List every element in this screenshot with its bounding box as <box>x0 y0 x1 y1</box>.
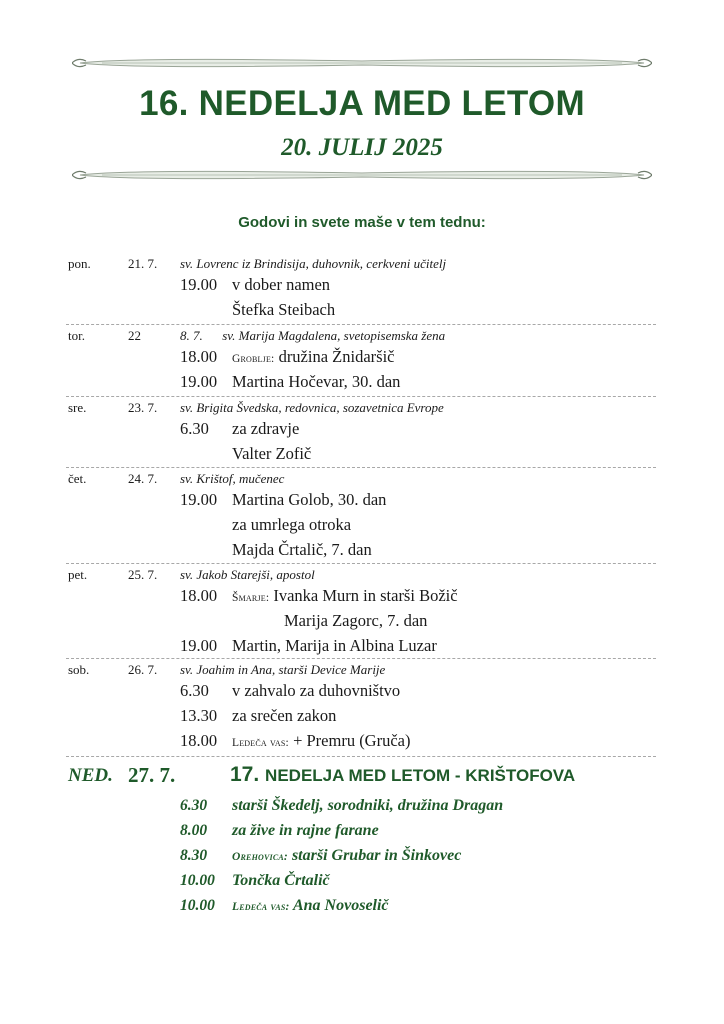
mass-intention-text: starši Grubar in Šinkovec <box>291 847 462 864</box>
day-block-tuesday <box>66 324 656 395</box>
mass-intention-text: družina Žnidaršič <box>278 347 395 366</box>
mass-location: Ledeča vas: <box>232 737 289 749</box>
day-block-saturday <box>66 658 656 754</box>
day-date: 23. 7. <box>128 400 158 415</box>
mass-location: Ledeča vas: <box>232 901 290 913</box>
mass-row <box>66 442 656 467</box>
saint-name: sv. Joahim in Ana, starši Device Marije <box>180 662 386 677</box>
saint-name <box>180 328 445 344</box>
mass-intention: za srečen zakon <box>232 706 337 725</box>
day-name: NED. <box>68 765 113 786</box>
mass-intention <box>232 731 411 751</box>
mass-intention: za umrlega otroka <box>232 515 352 534</box>
mass-time: 10.00 <box>180 872 215 889</box>
day-header <box>66 325 656 345</box>
mass-location: Šmarje: <box>232 592 270 604</box>
mass-location: Orehovica: <box>232 851 288 863</box>
mass-time: 18.00 <box>180 731 218 750</box>
day-name: sob. <box>68 662 90 677</box>
mass-location: Groblje: <box>232 353 275 365</box>
mass-intention-text: Ivanka Murn in starši Božič <box>273 586 458 605</box>
mass-time: 10.00 <box>180 897 215 914</box>
saint-name: sv. Brigita Švedska, redovnica, sozavetnica Evrope <box>180 400 444 415</box>
mass-time: 19.00 <box>180 490 218 509</box>
mass-time: 19.00 <box>180 636 218 655</box>
day-block-thursday <box>66 467 656 563</box>
mass-intention: Martina Golob, 30. dan <box>232 490 387 509</box>
mass-intention: za žive in rajne farane <box>232 822 379 839</box>
day-name: tor. <box>68 328 85 343</box>
sunday-name <box>230 763 575 787</box>
day-block-monday <box>66 253 656 323</box>
mass-time: 18.00 <box>180 586 218 605</box>
bottom-ornament <box>72 168 652 182</box>
mass-row <box>66 538 656 563</box>
mass-row <box>66 634 656 659</box>
mass-time: 8.30 <box>180 847 208 864</box>
section-subtitle: Godovi in svete maše v tem tednu: <box>238 214 486 231</box>
day-header <box>66 659 656 679</box>
saint-text: sv. Marija Magdalena, svetopisemska žena <box>222 328 446 343</box>
day-date: 26. 7. <box>128 662 158 677</box>
day-header <box>66 468 656 488</box>
mass-intention: za zdravje <box>232 419 300 438</box>
mass-time: 18.00 <box>180 347 218 366</box>
mass-row <box>66 704 656 729</box>
day-header <box>66 564 656 584</box>
day-date-extra: 8. 7. <box>180 328 203 343</box>
saint-name: sv. Krištof, mučenec <box>180 471 285 486</box>
mass-intention: v dober namen <box>232 275 331 294</box>
mass-row <box>66 820 656 845</box>
saint-name: sv. Jakob Starejši, apostol <box>180 567 315 582</box>
mass-intention-text: + Premru (Gruča) <box>293 731 411 750</box>
mass-intention <box>232 847 461 865</box>
page-date: 20. JULIJ 2025 <box>281 134 443 161</box>
mass-row <box>66 298 656 323</box>
day-date: 21. 7. <box>128 256 158 271</box>
day-block-wednesday <box>66 396 656 467</box>
mass-row <box>66 870 656 895</box>
top-ornament <box>72 56 652 70</box>
mass-intention: Martina Hočevar, 30. dan <box>232 372 401 391</box>
day-name: sre. <box>68 400 87 415</box>
day-date: 27. 7. <box>128 763 176 787</box>
mass-intention: Majda Črtalič, 7. dan <box>232 540 372 559</box>
mass-intention <box>232 347 394 367</box>
day-block-friday <box>66 563 656 659</box>
mass-intention: Marija Zagorc, 7. dan <box>284 611 428 630</box>
day-block-sunday <box>66 756 656 920</box>
mass-row <box>66 345 656 370</box>
mass-intention <box>232 586 458 606</box>
mass-row <box>66 795 656 820</box>
day-name: pon. <box>68 256 91 271</box>
mass-time: 13.30 <box>180 706 218 725</box>
mass-time: 6.30 <box>180 681 209 700</box>
sunday-name-text: NEDELJA MED LETOM - KRIŠTOFOVA <box>265 766 576 785</box>
mass-row <box>66 845 656 870</box>
mass-row <box>66 370 656 395</box>
day-date: 22 <box>128 328 141 343</box>
day-header <box>66 253 656 273</box>
mass-intention: Tončka Črtalič <box>232 872 330 889</box>
day-date: 25. 7. <box>128 567 158 582</box>
mass-row <box>66 513 656 538</box>
mass-row <box>66 417 656 442</box>
mass-row <box>66 679 656 704</box>
sunday-header <box>66 757 656 795</box>
mass-row <box>66 584 656 609</box>
mass-time: 19.00 <box>180 372 218 391</box>
day-name: čet. <box>68 471 87 486</box>
day-name: pet. <box>68 567 88 582</box>
day-header <box>66 397 656 417</box>
page-title: 16. NEDELJA MED LETOM <box>139 84 585 123</box>
mass-intention: Martin, Marija in Albina Luzar <box>232 636 437 655</box>
mass-row <box>66 895 656 920</box>
day-date: 24. 7. <box>128 471 158 486</box>
mass-row <box>66 609 656 634</box>
mass-intention: Štefka Steibach <box>232 300 336 319</box>
mass-row <box>66 729 656 754</box>
mass-time: 8.00 <box>180 822 208 839</box>
mass-row <box>66 488 656 513</box>
mass-row <box>66 273 656 298</box>
mass-time: 6.30 <box>180 419 209 438</box>
sunday-number: 17. <box>230 763 260 786</box>
saint-name: sv. Lovrenc iz Brindisija, duhovnik, cerkveni učitelj <box>180 256 447 271</box>
mass-time: 6.30 <box>180 797 208 814</box>
mass-intention-text: Ana Novoselič <box>292 897 389 914</box>
mass-intention: v zahvalo za duhovništvo <box>232 681 401 700</box>
mass-time: 19.00 <box>180 275 218 294</box>
mass-intention: starši Škedelj, sorodniki, družina Dragan <box>232 797 504 814</box>
mass-intention <box>232 897 389 915</box>
mass-intention: Valter Zofič <box>232 444 312 463</box>
